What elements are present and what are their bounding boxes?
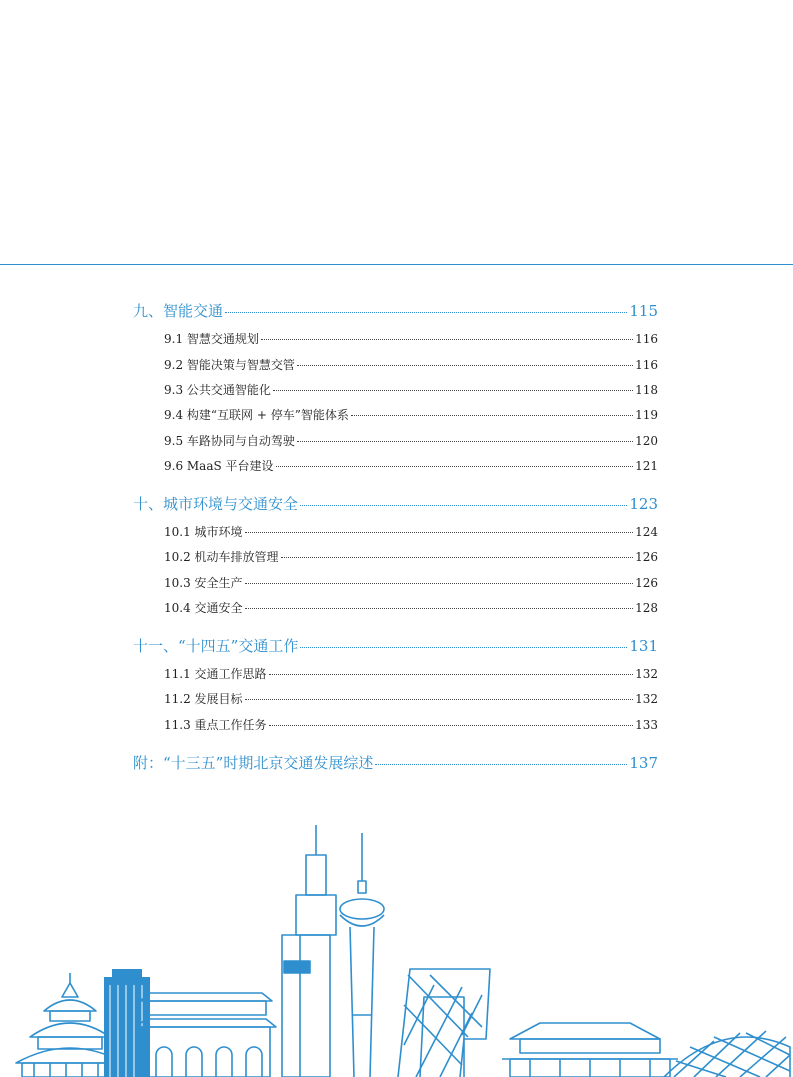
toc-section-10-3[interactable] bbox=[133, 574, 658, 591]
dot-leader bbox=[273, 390, 633, 391]
toc-page-number: 132 bbox=[635, 692, 658, 706]
toc-page-number: 132 bbox=[635, 667, 658, 681]
toc-appendix[interactable] bbox=[133, 752, 658, 773]
toc-section-10-2[interactable] bbox=[133, 548, 658, 565]
dot-leader bbox=[245, 699, 634, 700]
dot-leader bbox=[269, 674, 634, 675]
dot-leader bbox=[300, 647, 627, 648]
dot-leader bbox=[297, 365, 633, 366]
toc-label: 10.3 安全生产 bbox=[164, 576, 243, 590]
toc-label: 11.1 交通工作思路 bbox=[164, 667, 267, 681]
skyscraper-icon bbox=[282, 825, 336, 1077]
toc-chapter-10[interactable] bbox=[133, 493, 658, 514]
dot-leader bbox=[269, 725, 634, 726]
toc-section-11-2[interactable] bbox=[133, 690, 658, 707]
toc-section-9-4[interactable] bbox=[133, 406, 658, 423]
beijing-skyline-illustration bbox=[0, 815, 793, 1077]
dot-leader bbox=[245, 583, 634, 584]
toc-page-number: 126 bbox=[635, 576, 658, 590]
toc-page-number: 116 bbox=[635, 358, 658, 372]
toc-section-11-1[interactable] bbox=[133, 665, 658, 682]
toc-page-number: 133 bbox=[635, 718, 658, 732]
toc-label: 9.1 智慧交通规划 bbox=[164, 332, 259, 346]
toc-label: 9.4 构建“互联网 + 停车”智能体系 bbox=[164, 408, 349, 422]
dot-leader bbox=[375, 764, 627, 765]
dot-leader bbox=[297, 441, 633, 442]
toc-chapter-11[interactable] bbox=[133, 635, 658, 656]
toc-page-number: 115 bbox=[629, 302, 658, 320]
toc-label: 10.4 交通安全 bbox=[164, 601, 243, 615]
dot-leader bbox=[351, 415, 633, 416]
toc-label: 9.6 MaaS 平台建设 bbox=[164, 459, 274, 473]
toc-label: 10.1 城市环境 bbox=[164, 525, 243, 539]
palace-hall-icon bbox=[502, 1023, 678, 1077]
toc-section-9-2[interactable] bbox=[133, 356, 658, 373]
header-rule bbox=[0, 264, 793, 265]
toc-page-number: 126 bbox=[635, 550, 658, 564]
toc-label: 10.2 机动车排放管理 bbox=[164, 550, 279, 564]
toc-label: 十、城市环境与交通安全 bbox=[133, 495, 299, 513]
toc-section-9-5[interactable] bbox=[133, 432, 658, 449]
dot-leader bbox=[245, 532, 634, 533]
toc-section-9-6[interactable] bbox=[133, 457, 658, 474]
office-tower-icon bbox=[104, 969, 150, 1077]
toc-page-number: 123 bbox=[629, 495, 658, 513]
toc-label: 9.5 车路协同与自动驾驶 bbox=[164, 434, 295, 448]
toc-page-number: 121 bbox=[635, 459, 658, 473]
toc-page-number: 119 bbox=[635, 408, 658, 422]
toc-label: 11.3 重点工作任务 bbox=[164, 718, 267, 732]
toc-label: 9.3 公共交通智能化 bbox=[164, 383, 271, 397]
dot-leader bbox=[281, 557, 634, 558]
tv-tower-icon bbox=[340, 833, 384, 1077]
dot-leader bbox=[245, 608, 634, 609]
toc-section-9-3[interactable] bbox=[133, 381, 658, 398]
toc-section-10-1[interactable] bbox=[133, 523, 658, 540]
toc-section-10-4[interactable] bbox=[133, 599, 658, 616]
toc-label: 九、智能交通 bbox=[133, 302, 224, 320]
dot-leader bbox=[261, 339, 633, 340]
cctv-building-icon bbox=[398, 969, 490, 1077]
toc-page-number: 128 bbox=[635, 601, 658, 615]
toc-page-number: 124 bbox=[635, 525, 658, 539]
toc-section-11-3[interactable] bbox=[133, 716, 658, 733]
toc-page-number: 137 bbox=[629, 754, 658, 772]
stadium-icon bbox=[664, 1031, 790, 1077]
toc-label: 9.2 智能决策与智慧交管 bbox=[164, 358, 295, 372]
dot-leader bbox=[300, 505, 627, 506]
toc-page-number: 120 bbox=[635, 434, 658, 448]
toc-label: 十一、“十四五”交通工作 bbox=[133, 637, 299, 655]
traditional-hall-icon bbox=[136, 993, 276, 1077]
dot-leader bbox=[225, 312, 627, 313]
toc-label: 11.2 发展目标 bbox=[164, 692, 243, 706]
dot-leader bbox=[276, 466, 634, 467]
toc-page-number: 118 bbox=[635, 383, 658, 397]
toc-page-number: 131 bbox=[629, 637, 658, 655]
toc-label: 附：“十三五”时期北京交通发展综述 bbox=[133, 754, 374, 772]
toc-chapter-9[interactable] bbox=[133, 300, 658, 321]
toc-page-number: 116 bbox=[635, 332, 658, 346]
toc-section-9-1[interactable] bbox=[133, 330, 658, 347]
